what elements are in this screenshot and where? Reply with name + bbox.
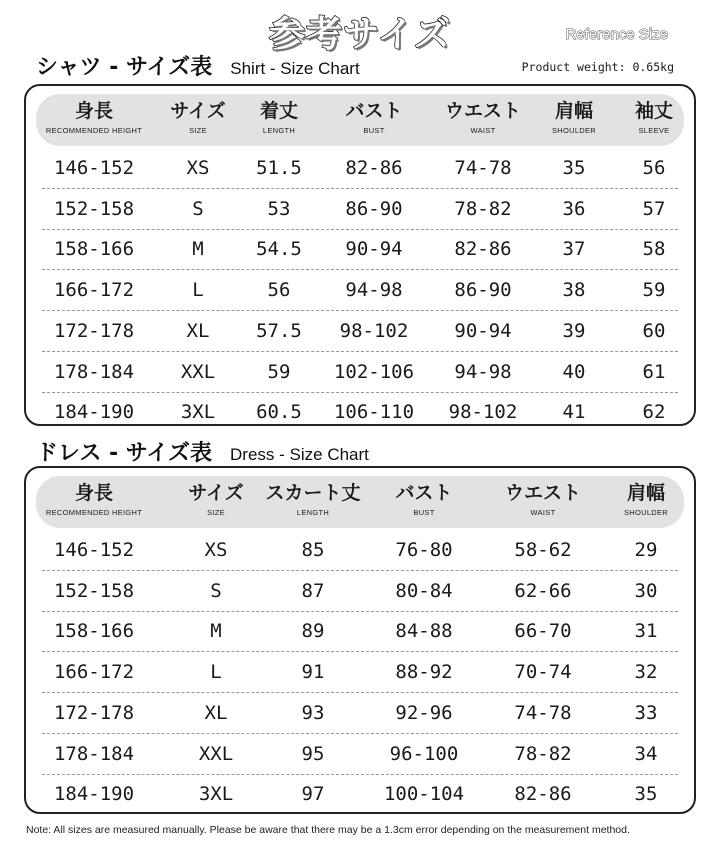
shirt-table-cell: 35 <box>562 157 586 179</box>
shirt-table-cell: 94-98 <box>345 279 403 302</box>
dress-header-cell <box>586 476 706 528</box>
shirt-table-row <box>42 311 678 352</box>
shirt-table-cell: XS <box>186 157 210 179</box>
dress-table-row <box>42 652 678 693</box>
shirt-table-cell: 53 <box>267 197 291 220</box>
shirt-header-en: SHOULDER <box>551 126 597 135</box>
shirt-table-cell: 60.5 <box>256 401 302 424</box>
shirt-header-jp: 肩幅 <box>554 100 593 122</box>
dress-table-cell: 30 <box>634 579 658 602</box>
shirt-header-en: WAIST <box>470 126 496 135</box>
dress-table-row <box>42 693 678 734</box>
shirt-header-jp: 着丈 <box>259 100 298 122</box>
shirt-table-cell: 38 <box>562 279 586 302</box>
shirt-table-cell: S <box>192 197 204 220</box>
shirt-table-cell: 98-102 <box>448 401 518 424</box>
dress-table-cell: 33 <box>634 701 658 724</box>
shirt-header-en: BUST <box>363 126 385 135</box>
shirt-header-jp: バスト <box>345 100 403 122</box>
dress-table-cell: 172-178 <box>53 701 135 724</box>
shirt-table-cell: 166-172 <box>53 279 135 302</box>
shirt-table-cell: 78-82 <box>454 197 512 220</box>
shirt-table-cell: XL <box>186 319 210 342</box>
shirt-section-title <box>36 50 360 81</box>
dress-table-cell: 70-74 <box>514 661 572 684</box>
shirt-table-cell: 102-106 <box>333 360 415 383</box>
shirt-table-row <box>42 392 678 432</box>
shirt-title-jp: シャツ - サイズ表 <box>36 55 213 80</box>
dress-table-cell: 85 <box>301 539 325 561</box>
shirt-table-cell: L <box>192 279 204 302</box>
dress-table-cell: XS <box>204 539 228 561</box>
shirt-header-en: SLEEVE <box>638 126 670 135</box>
shirt-table-cell: 90-94 <box>345 238 403 261</box>
dress-table-cell: XXL <box>198 742 234 765</box>
shirt-table-cell: M <box>192 238 204 261</box>
shirt-header-jp: 身長 <box>74 100 113 122</box>
shirt-table-cell: 59 <box>267 360 291 383</box>
dress-header-cell <box>253 476 373 528</box>
dress-table-cell: 82-86 <box>514 783 572 806</box>
shirt-table-cell: 74-78 <box>454 157 512 179</box>
shirt-table-cell: 40 <box>562 360 586 383</box>
dress-header-cell <box>34 476 154 528</box>
dress-table-cell: 89 <box>301 620 325 643</box>
shirt-table-row <box>42 148 678 189</box>
dress-table-cell: 152-158 <box>53 579 135 602</box>
dress-table-row <box>42 774 678 814</box>
dress-table-cell: 80-84 <box>395 579 453 602</box>
shirt-table-cell: 54.5 <box>256 238 302 261</box>
dress-table-cell: 32 <box>634 661 658 684</box>
dress-table-header <box>36 476 684 528</box>
shirt-table-cell: 62 <box>642 401 666 424</box>
shirt-header-jp: サイズ <box>170 100 226 122</box>
shirt-table-cell: 57 <box>642 197 666 220</box>
shirt-table-cell: 158-166 <box>53 238 135 261</box>
dress-table-cell: 78-82 <box>514 742 572 765</box>
dress-title-jp: ドレス - サイズ表 <box>36 441 213 466</box>
measurement-note: Note: All sizes are measured manually. Please be aware that there may be a 1.3cm error depending on the measurement method. <box>26 824 630 836</box>
shirt-table-cell: 56 <box>267 279 291 302</box>
dress-table-cell: 178-184 <box>53 742 135 765</box>
shirt-table-cell: 59 <box>642 279 666 302</box>
shirt-title-en: Shirt - Size Chart <box>230 59 360 78</box>
dress-table-cell: 166-172 <box>53 661 135 684</box>
shirt-table-cell: 90-94 <box>454 319 512 342</box>
product-weight: Product weight: 0.65kg <box>521 60 674 74</box>
shirt-table-row <box>42 352 678 393</box>
shirt-header-en: LENGTH <box>262 126 296 135</box>
dress-table-cell: S <box>210 579 222 602</box>
shirt-table-cell: 106-110 <box>333 401 415 424</box>
shirt-size-table <box>24 84 696 426</box>
shirt-table-cell: 61 <box>642 360 666 383</box>
dress-table-cell: L <box>210 661 222 684</box>
shirt-table-row <box>42 229 678 270</box>
shirt-table-cell: 94-98 <box>454 360 512 383</box>
dress-table-cell: 96-100 <box>389 742 459 765</box>
shirt-table-cell: 172-178 <box>53 319 135 342</box>
dress-table-cell: 66-70 <box>514 620 572 643</box>
dress-header-en: WAIST <box>530 508 556 517</box>
dress-header-jp: 肩幅 <box>626 482 665 504</box>
shirt-header-cell <box>314 94 434 146</box>
dress-header-jp: スカート丈 <box>265 482 361 504</box>
shirt-table-cell: 146-152 <box>53 157 135 179</box>
dress-size-table <box>24 466 696 814</box>
shirt-table-cell: 58 <box>642 238 666 261</box>
dress-header-jp: サイズ <box>188 482 244 504</box>
shirt-table-cell: 57.5 <box>256 319 302 342</box>
page-title: 参考サイズ <box>268 14 452 55</box>
dress-header-jp: バスト <box>395 482 453 504</box>
dress-table-row <box>42 571 678 612</box>
dress-table-cell: 91 <box>301 661 325 684</box>
dress-title-en: Dress - Size Chart <box>230 445 369 464</box>
dress-table-cell: 88-92 <box>395 661 453 684</box>
dress-header-cell <box>364 476 484 528</box>
dress-table-cell: 84-88 <box>395 620 453 643</box>
shirt-table-row <box>42 270 678 311</box>
dress-table-cell: XL <box>204 701 228 724</box>
dress-table-row <box>42 530 678 571</box>
dress-table-cell: 97 <box>301 783 325 806</box>
dress-table-cell: 87 <box>301 579 325 602</box>
dress-table-cell: 92-96 <box>395 701 453 724</box>
shirt-table-cell: 37 <box>562 238 586 261</box>
reference-size-label: Reference Size <box>565 26 668 43</box>
shirt-table-cell: 82-86 <box>454 238 512 261</box>
dress-table-cell: 146-152 <box>53 539 135 561</box>
dress-table-cell: 31 <box>634 620 658 643</box>
shirt-header-jp: ウエスト <box>444 100 521 122</box>
dress-table-cell: M <box>210 620 222 643</box>
dress-table-cell: 34 <box>634 742 658 765</box>
dress-table-cell: 58-62 <box>514 539 572 561</box>
shirt-table-cell: 86-90 <box>345 197 403 220</box>
dress-table-cell: 95 <box>301 742 325 765</box>
dress-table-cell: 158-166 <box>53 620 135 643</box>
shirt-table-cell: 82-86 <box>345 157 403 179</box>
shirt-table-cell: 98-102 <box>339 319 409 342</box>
dress-table-cell: 93 <box>301 701 325 724</box>
dress-table-cell: 74-78 <box>514 701 572 724</box>
shirt-table-cell: 39 <box>562 319 586 342</box>
shirt-table-header <box>36 94 684 146</box>
dress-table-cell: 100-104 <box>383 783 465 806</box>
dress-header-jp: 身長 <box>74 482 113 504</box>
dress-section-title <box>36 436 369 467</box>
dress-header-jp: ウエスト <box>504 482 581 504</box>
dress-table-row <box>42 611 678 652</box>
dress-table-cell: 29 <box>634 539 658 561</box>
shirt-table-cell: 41 <box>562 401 586 424</box>
shirt-table-cell: XXL <box>180 360 216 383</box>
shirt-header-en: SIZE <box>189 126 207 135</box>
dress-table-cell: 35 <box>634 783 658 806</box>
shirt-table-cell: 56 <box>642 157 666 179</box>
dress-table-cell: 3XL <box>198 783 234 806</box>
shirt-table-cell: 178-184 <box>53 360 135 383</box>
shirt-table-cell: 60 <box>642 319 666 342</box>
dress-header-en: BUST <box>413 508 435 517</box>
shirt-table-row <box>42 189 678 230</box>
dress-table-cell: 76-80 <box>395 539 453 561</box>
dress-header-en: RECOMMENDED HEIGHT <box>45 508 143 517</box>
shirt-header-cell <box>34 94 154 146</box>
dress-table-cell: 62-66 <box>514 579 572 602</box>
shirt-table-cell: 152-158 <box>53 197 135 220</box>
dress-table-row <box>42 734 678 775</box>
shirt-table-cell: 86-90 <box>454 279 512 302</box>
shirt-header-en: RECOMMENDED HEIGHT <box>45 126 143 135</box>
dress-header-cell <box>483 476 603 528</box>
dress-header-en: SIZE <box>207 508 225 517</box>
dress-header-en: SHOULDER <box>623 508 669 517</box>
dress-header-en: LENGTH <box>296 508 330 517</box>
dress-table-cell: 184-190 <box>53 783 135 806</box>
shirt-table-cell: 3XL <box>180 401 216 424</box>
shirt-header-cell <box>594 94 714 146</box>
shirt-table-cell: 36 <box>562 197 586 220</box>
shirt-table-cell: 184-190 <box>53 401 135 424</box>
shirt-header-jp: 袖丈 <box>634 100 673 122</box>
shirt-table-cell: 51.5 <box>256 157 302 179</box>
